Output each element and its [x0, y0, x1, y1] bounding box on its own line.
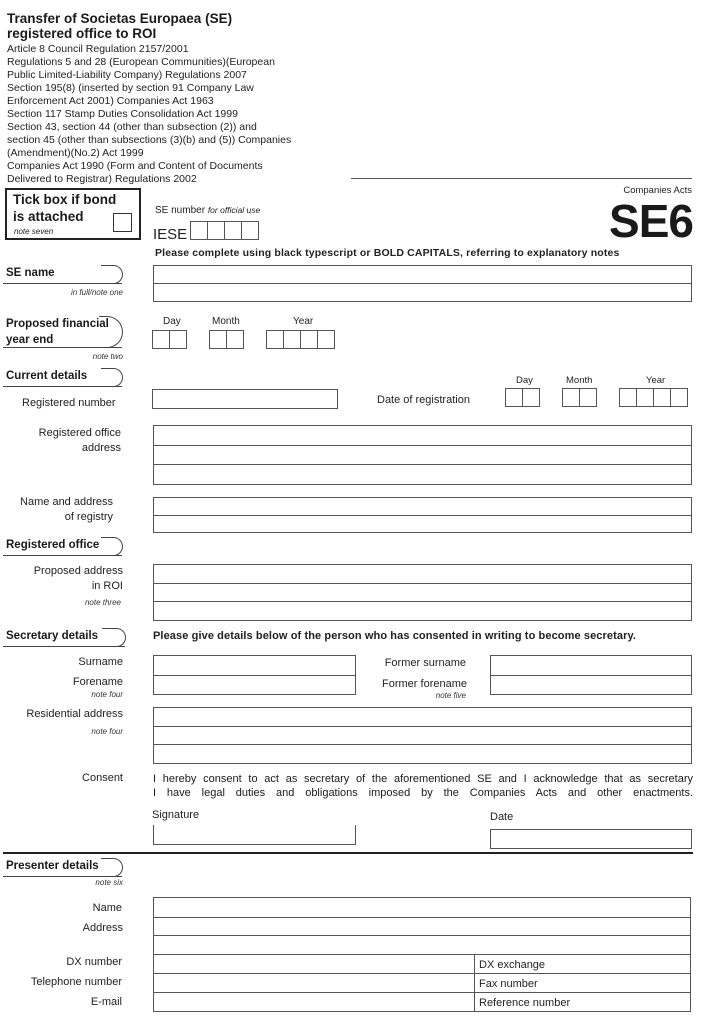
financial-year-heading-line2: year end — [6, 334, 54, 346]
se-number-label-text: SE number — [155, 205, 206, 216]
label-line: Proposed address — [33, 565, 123, 577]
fy-day-label: Day — [163, 316, 181, 327]
fy-month-field[interactable] — [209, 330, 243, 349]
registered-office-address-label — [39, 426, 121, 456]
registry-field[interactable] — [153, 497, 692, 533]
legislation-line: Section 43, section 44 (other than subsection (2)) and — [7, 121, 257, 133]
header-rule — [351, 178, 692, 179]
label-line: address — [81, 442, 121, 454]
proposed-address-note: note three — [84, 598, 121, 607]
current-details-heading — [3, 368, 122, 387]
field-divider — [154, 992, 690, 993]
presenter-name-label: Name — [92, 902, 122, 914]
date-cell[interactable] — [579, 388, 597, 407]
financial-year-heading-line1: Proposed financial — [6, 318, 109, 330]
label-line: Name and address — [20, 496, 113, 508]
proposed-address-label — [34, 564, 123, 594]
registered-number-label: Registered number — [22, 397, 116, 409]
date-field[interactable] — [490, 829, 692, 849]
field-divider — [154, 935, 690, 936]
telephone-label: Telephone number — [30, 976, 122, 988]
registry-label — [20, 495, 113, 525]
consent-line: I hereby consent to act as secretary of the aforementioned SE and I acknowledge that as secretary — [153, 773, 693, 785]
date-of-registration-label: Date of registration — [377, 394, 470, 406]
bond-box — [5, 188, 141, 240]
reg-year-field[interactable] — [619, 388, 687, 407]
signature-label: Signature — [152, 809, 200, 821]
tab-cap — [101, 265, 123, 284]
se-number-cell[interactable] — [241, 221, 259, 240]
field-divider — [154, 744, 691, 745]
se-number-cell[interactable] — [190, 221, 208, 240]
field-divider — [154, 515, 691, 516]
current-details-heading-text: Current details — [6, 370, 88, 382]
former-names-field[interactable] — [490, 655, 692, 695]
reg-day-label: Day — [516, 375, 533, 386]
date-cell[interactable] — [562, 388, 580, 407]
instructions-text: Please complete using black typescript or BOLD CAPITALS, referring to explanatory notes — [155, 247, 620, 259]
tab-cap — [101, 537, 123, 556]
reg-year-label: Year — [646, 375, 666, 386]
registered-number-field[interactable] — [152, 389, 338, 409]
se-number-cell[interactable] — [207, 221, 225, 240]
date-cell[interactable] — [505, 388, 523, 407]
field-divider — [154, 283, 691, 284]
legislation-line: (Amendment)(No.2) Act 1999 — [7, 147, 144, 159]
field-divider — [154, 973, 690, 974]
signature-field[interactable] — [153, 825, 356, 845]
residential-address-label: Residential address — [26, 708, 123, 720]
former-forename-note: note five — [435, 691, 466, 700]
registered-office-heading — [3, 537, 122, 556]
bond-note: note seven — [14, 227, 54, 236]
date-cell[interactable] — [522, 388, 540, 407]
legislation-list — [7, 43, 291, 186]
presenter-heading — [3, 858, 122, 877]
field-divider — [154, 726, 691, 727]
field-divider — [154, 601, 691, 602]
se-name-note: in full/note one — [70, 288, 123, 297]
fy-year-label: Year — [293, 316, 314, 327]
consent-label: Consent — [82, 772, 123, 784]
tab-cap — [101, 368, 123, 387]
form-title-line2: registered office to ROI — [7, 26, 157, 41]
date-cell[interactable] — [169, 330, 187, 349]
legislation-line: Regulations 5 and 28 (European Communities)(European — [7, 56, 275, 68]
registered-office-address-field[interactable] — [153, 425, 692, 485]
date-cell[interactable] — [300, 330, 318, 349]
proposed-address-field[interactable] — [153, 564, 692, 621]
se-name-heading-text: SE name — [6, 267, 55, 279]
date-label: Date — [490, 811, 514, 823]
date-cell[interactable] — [209, 330, 227, 349]
field-divider — [154, 917, 690, 918]
secretary-heading-text: Secretary details — [6, 630, 99, 642]
field-divider — [154, 583, 691, 584]
date-cell[interactable] — [283, 330, 301, 349]
field-divider — [154, 445, 691, 446]
field-divider — [491, 675, 691, 676]
residential-address-field[interactable] — [153, 707, 692, 764]
field-divider-vertical — [474, 954, 475, 1012]
bond-label-line2: is attached — [13, 209, 84, 224]
secretary-heading — [3, 628, 125, 647]
tab-cap — [101, 858, 123, 877]
legislation-line: Public Limited-Liability Company) Regulations 2007 — [7, 69, 247, 81]
reg-month-label: Month — [566, 375, 593, 386]
label-line: Registered office — [38, 427, 121, 439]
label-line: of registry — [64, 511, 113, 523]
financial-year-note: note two — [92, 352, 123, 361]
forename-note: note four — [91, 690, 123, 699]
form-title-line1: Transfer of Societas Europaea (SE) — [7, 11, 233, 26]
reg-month-field[interactable] — [562, 388, 596, 407]
financial-year-heading — [3, 316, 122, 348]
tab-cap — [102, 628, 126, 647]
se-number-label — [155, 205, 260, 216]
se-number-field[interactable] — [190, 221, 258, 240]
form-title — [7, 11, 232, 41]
date-cell[interactable] — [152, 330, 170, 349]
presenter-address-label: Address — [82, 922, 123, 934]
surname-label: Surname — [78, 656, 123, 668]
legislation-line: Companies Act 1990 (Form and Content of Documents — [7, 160, 263, 172]
residential-address-note: note four — [91, 727, 123, 736]
fax-label: Fax number — [479, 978, 538, 990]
secretary-intro: Please give details below of the person who has consented in writing to become secretary. — [153, 630, 637, 642]
se-number-label-suffix: for official use — [207, 205, 261, 215]
date-cell[interactable] — [317, 330, 335, 349]
legislation-line: Section 117 Stamp Duties Consolidation Act 1999 — [7, 108, 238, 120]
date-cell[interactable] — [670, 388, 688, 407]
se-number-cell[interactable] — [224, 221, 242, 240]
presenter-heading-text: Presenter details — [6, 860, 99, 872]
field-divider — [154, 464, 691, 465]
fy-day-field[interactable] — [152, 330, 186, 349]
legislation-line: Section 195(8) (inserted by section 91 Company Law — [7, 82, 254, 94]
field-divider — [154, 954, 690, 955]
dx-number-label: DX number — [66, 956, 122, 968]
legislation-line: section 45 (other than subsections (3)(b) and (5)) Companies — [7, 134, 292, 146]
se-name-field[interactable] — [153, 265, 692, 302]
reference-label: Reference number — [479, 997, 571, 1009]
email-label: E-mail — [90, 996, 122, 1008]
former-forename-label: Former forename — [382, 678, 467, 690]
legislation-line: Enforcement Act 2001) Companies Act 1963 — [7, 95, 214, 107]
presenter-details-field[interactable] — [153, 897, 691, 1012]
field-divider — [154, 675, 355, 676]
date-cell[interactable] — [619, 388, 637, 407]
consent-text — [153, 772, 693, 800]
date-cell[interactable] — [653, 388, 671, 407]
consent-line: I have legal duties and obligations imposed by the Companies Acts and other enactments. — [153, 787, 693, 799]
bond-checkbox[interactable] — [113, 213, 132, 232]
date-cell[interactable] — [266, 330, 284, 349]
companies-acts-label: Companies Acts — [623, 185, 692, 196]
bond-label-line1: Tick box if bond — [13, 192, 117, 207]
se-name-heading — [3, 265, 122, 284]
presenter-note: note six — [95, 878, 123, 887]
date-cell[interactable] — [636, 388, 654, 407]
se-number-prefix: IESE — [153, 226, 188, 243]
section-separator — [3, 852, 693, 854]
former-surname-label: Former surname — [384, 657, 466, 669]
dx-exchange-label: DX exchange — [479, 959, 546, 971]
fy-year-field[interactable] — [266, 330, 334, 349]
form-code: SE6 — [609, 195, 693, 247]
reg-day-field[interactable] — [505, 388, 539, 407]
forename-label: Forename — [72, 676, 123, 688]
legislation-line: Delivered to Registrar) Regulations 2002 — [7, 173, 197, 185]
label-line: in ROI — [91, 580, 123, 592]
registered-office-heading-text: Registered office — [6, 539, 100, 551]
surname-forename-field[interactable] — [153, 655, 356, 695]
fy-month-label: Month — [212, 316, 240, 327]
legislation-line: Article 8 Council Regulation 2157/2001 — [7, 43, 189, 55]
date-cell[interactable] — [226, 330, 244, 349]
